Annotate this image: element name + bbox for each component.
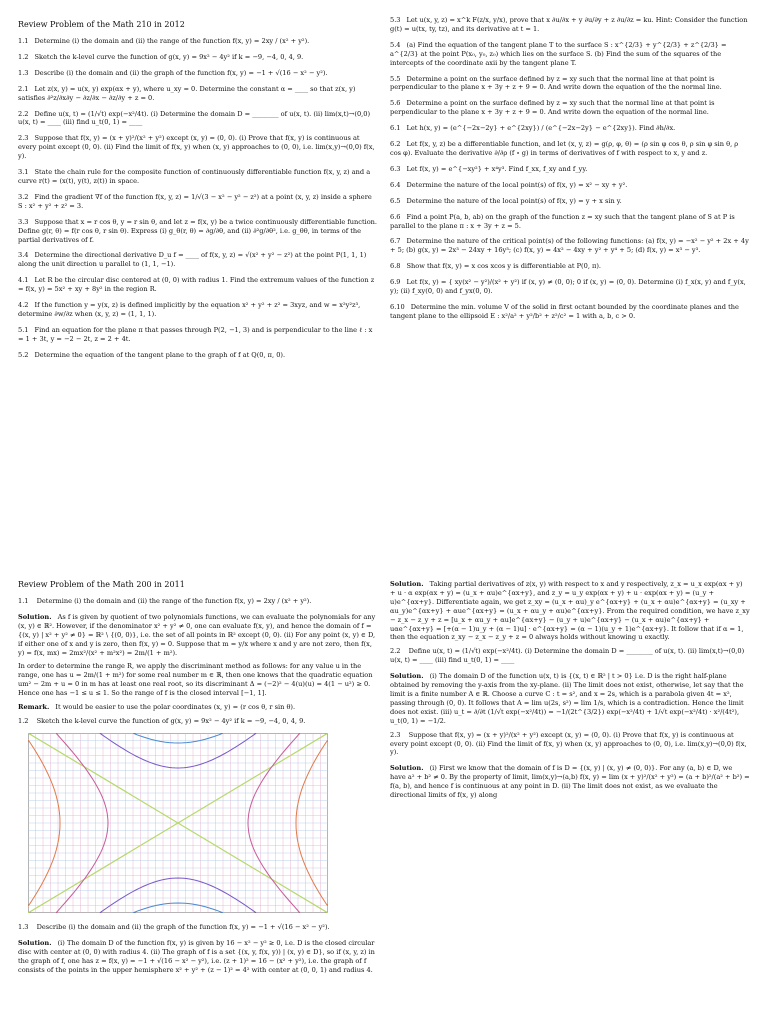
problem-number: 1.2 <box>18 716 29 725</box>
problem-item <box>390 165 750 174</box>
problem-text: Describe (i) the domain and (ii) the graph of the function f(x, y) = −1 + √(16 − x² − y²). <box>36 922 330 931</box>
review-2012-right-problems <box>390 16 750 321</box>
problem-number: 5.5 <box>390 74 401 83</box>
problem-item <box>18 168 378 186</box>
problem-item <box>390 140 750 158</box>
problem-number: 1.3 <box>18 68 29 77</box>
remark <box>18 703 378 712</box>
problem-item <box>18 218 378 245</box>
level-curve-graph <box>28 733 328 913</box>
problem-text: Find a point P(a, b, ab) on the graph of the function z = xy such that the tangent plane of S at P is parallel to the plane π : x + 3y + z = 5. <box>390 212 735 230</box>
problem-item <box>18 251 378 269</box>
problem-item <box>18 301 378 319</box>
problem-item <box>390 197 750 206</box>
problem-number: 2.2 <box>18 109 29 118</box>
problem-number: 1.2 <box>18 52 29 61</box>
problem-number: 3.3 <box>18 217 29 226</box>
problem-text: Determine a point on the surface defined by z = xy such that the normal line at that point is perpendicular to the plane x + 3y + z + 9 = 0. And write down the equation of the the normal line. <box>390 74 722 92</box>
review-2011-right-column <box>390 560 750 1024</box>
review-2011-left-column <box>18 560 378 1024</box>
remark-text: It would be easier to use the polar coordinates (x, y) = (r cos θ, r sin θ). <box>55 703 296 712</box>
problem-text: Sketch the k-level curve the function of g(x, y) = 9x² − 4y² if k = −9, −4, 0, 4, 9. <box>36 716 306 725</box>
problem-text: Determine (i) the domain and (ii) the range of the function f(x, y) = 2xy / (x² + y²). <box>36 597 312 605</box>
problem-item <box>390 237 750 255</box>
solution-label: Solution. <box>18 612 52 621</box>
problem-item <box>390 262 750 271</box>
problem-number: 5.4 <box>390 40 401 49</box>
solution-text: Taking partial derivatives of z(x, y) with respect to x and y respectively, z_x = u_x exp(αx + y) + u · α exp(αx + y) = (u_x + αu)e^{αx+y}, and z_y = u_y exp(αx + y) + u · exp(αx + y) = (u_y + u)e^{αx+y}. Differentiate again, we get z_xy = (u_x + αu)_y e^{αx+y} + (u_x + αu)e^{αx+y} = (u_xy + αu_y)e^{αx+y} + αue^{αx+y} = (u_x + αu_y + αu)e^{αx+y}. From the required condition, we have z_xy − z_x − z_y + z = [u_x + αu_y + αu]e^{αx+y} − (u_y + u)e^{αx+y} − (u_x + αu)e^{αx+y} + uαe^{αx+y} = [+(α − 1)u_y + (α − 1)u] · e^{αx+y} = (α − 1)(u_y + 1)e^{αx+y}. It follow that if α = 1, then the equation z_xy − z_x − z_y + z = 0 always holds without knowing u exactly. <box>390 580 750 642</box>
problem-1-2 <box>18 717 378 726</box>
remark-label: Remark. <box>18 703 50 712</box>
problem-number: 3.4 <box>18 251 29 260</box>
problem-number: 3.2 <box>18 192 29 201</box>
problem-item <box>390 124 750 133</box>
problem-item <box>390 99 750 117</box>
solution-2-2 <box>390 672 750 725</box>
problem-1-3 <box>18 923 378 932</box>
problem-text: Determine the nature of the local point(s) of f(x, y) = x² − xy + y². <box>406 180 628 189</box>
problem-number: 1.1 <box>18 37 29 45</box>
problem-item <box>18 110 378 128</box>
review-2012-left-problems <box>18 37 378 360</box>
problem-number: 2.2 <box>390 647 401 656</box>
problem-text: If the function y = y(x, z) is defined implicitly by the equation x² + y² + z² = 3xyz, and w = x²y²z³, determine ∂w/∂z when (x, y, z) = (1, 1, 1). <box>18 301 361 318</box>
problem-number: 6.7 <box>390 237 401 246</box>
problem-number: 5.2 <box>18 350 29 359</box>
solution-text: In order to determine the range R, we apply the discriminant method as follows: for any value u in the range, one has u = 2m/(1 + m²) for some real number m ∈ ℝ, then one knows that the quadratic equation um² − 2m + u = 0 in m has at least one real root, so its discriminant Δ = (−2)² − 4(u)(u) = 4(1 − u²) ≥ 0. Hence one has −1 ≤ u ≤ 1. So the range of f is the closed interval [−1, 1]. <box>18 662 373 698</box>
problem-number: 2.3 <box>18 134 29 143</box>
problem-item <box>390 303 750 321</box>
problem-text: (a) Find the equation of the tangent plane T to the surface S : x^{2/3} + y^{2/3} + z^{2/3} = a^{2/3} at the point P(x₀, y₀, z₀) which lies on the surface S. (b) Find the sum of the squares of the intercepts of the coordinate axii by the tangent plane T. <box>390 40 727 67</box>
problem-number: 5.1 <box>18 325 29 334</box>
problem-2-3 <box>390 731 750 758</box>
problem-text: Let f(x, y, z) be a differentiable function, and let (x, y, z) = g(ρ, φ, θ) = (ρ sin φ cos θ, ρ sin φ sin θ, ρ cos φ). Evaluate the derivative ∂/∂ρ (f ∘ g) in terms of derivatives of f with respect to x, y and z. <box>390 140 739 157</box>
problem-text: Let f(x, y) = e^{−xy²} + x⁴y³. Find f_xx, f_xy and f_yy. <box>406 164 588 173</box>
problem-text: Suppose that x = r cos θ, y = r sin θ, and let z = f(x, y) be a twice continuously differentiable function. Define g(r, θ) = f(r cos θ, r sin θ). Express (i) g_θ(r, θ) = ∂g/∂θ, and (ii) ∂²g/∂θ², i.e. g_θθ, in terms of the partial derivatives of f. <box>18 217 378 244</box>
problem-text: Describe (i) the domain and (ii) the graph of the function f(x, y) = −1 + √(16 − x² − y²). <box>34 68 328 77</box>
problem-text: Determine the equation of the tangent plane to the graph of f at Q(0, π, 0). <box>34 350 286 359</box>
problem-text: Sketch the k-level curve the function of g(x, y) = 9x² − 4y² if k = −9, −4, 0, 4, 9. <box>34 52 304 61</box>
problem-number: 5.6 <box>390 99 401 108</box>
problem-item <box>18 69 378 78</box>
problem-number: 6.5 <box>390 196 401 205</box>
review-2011-sheet <box>0 560 768 1024</box>
problem-text: Let z(x, y) = u(x, y) exp(αx + y), where u_xy = 0. Determine the constant α = ____ so that z(x, y) satisfies ∂²z/∂x∂y − ∂z/∂x − ∂z/∂y + z = 0. <box>18 84 356 102</box>
problem-2-2 <box>390 647 750 665</box>
problem-item <box>18 351 378 360</box>
solution-label: Solution. <box>18 938 52 947</box>
problem-item <box>18 326 378 344</box>
problem-text: Let h(x, y) = (e^{−2x−2y} + e^{2xy}) / (e^{−2x−2y} − e^{2xy}). Find ∂h/∂x. <box>406 124 676 133</box>
review-2011-title: Review Problem of the Math 200 in 2011 <box>18 580 185 589</box>
solution-2-3 <box>390 764 750 800</box>
review-2012-left-column <box>18 0 378 545</box>
problem-number: 1.1 <box>18 597 29 605</box>
problem-number: 2.3 <box>390 730 401 739</box>
solution-2-1 <box>390 580 750 642</box>
problem-item <box>18 85 378 103</box>
solution-1-3 <box>18 939 378 975</box>
problem-item <box>18 37 378 46</box>
problem-text: Determine (i) the domain and (ii) the range of the function f(x, y) = 2xy / (x² + y²). <box>34 37 310 45</box>
problem-text: Let R be the circular disc centered at (0, 0) with radius 1. Find the extremum values of the function z = f(x, y) = 5x² + xy + 8y² in the region R. <box>18 276 375 294</box>
review-2012-right-column <box>390 0 750 545</box>
problem-text: Suppose that f(x, y) = (x + y)²/(x² + y²) except (x, y) = (0, 0). (i) Prove that f(x, y) is continuous at every point except (0, 0). (ii) Find the limit of f(x, y) when (x, y) approaches to (0, 0), i.e. lim(x,y)→(0,0) f(x, y). <box>390 730 747 757</box>
level-curve-sketch <box>28 733 378 917</box>
solution-text: (i) The domain D of the function f(x, y) is given by 16 − x² − y² ≥ 0, i.e. D is the closed circular disc with center at (0, 0) with radius 4. (ii) The graph of f is a set {(x, y, f(x, y)) | (x, y) ∈ D}, so if (x, y, z) in the graph of f, one has z = f(x, y) = −1 + √(16 − x² − y²), i.e. (z + 1)² = 16 − (x² + y²), i.e. the graph of f consists of the points in the upper hemisphere x² + y² + (z − 1)² = 4² with center at (0, 0, 1) and radius 4. <box>18 938 375 974</box>
solution-text: As f is given by quotient of two polynomials functions, we can evaluate the polynomials for any (x, y) ∈ ℝ². However, if the denominator x² + y² ≠ 0, one can evaluate f(x, y), and hence the domain of f = {(x, y) | x² + y² ≠ 0} = ℝ² \ {(0, 0)}, i.e. the set of all points in ℝ² except (0, 0). (ii) For any point (x, y) ∈ D, if either one of x and y is zero, then f(x, y) = 0. Suppose that m = y/x where x and y are not zero, then f(x, y) = f(x, mx) = 2mx²/(x² + m²x²) = 2m/(1 + m²). <box>18 612 376 657</box>
solution-1-1 <box>18 613 378 658</box>
problem-item <box>390 16 750 34</box>
problem-number: 6.10 <box>390 302 405 311</box>
problem-text: Find the gradient ∇f of the function f(x, y, z) = 1/√(3 − x² − y² − z²) at a point (x, y, z) inside a sphere S : x² + y² + z² = 3. <box>18 192 372 210</box>
problem-item <box>390 41 750 68</box>
problem-text: Find an equation for the plane π that passes through P(2, −1, 3) and is perpendicular to the line ℓ : x = 1 + 3t, y = −2 − 2t, z = 2 + 4t. <box>18 325 373 343</box>
problem-text: Determine a point on the surface defined by z = xy such that the normal line at that point is perpendicular to the plane x + 3y + z + 9 = 0. And write down the equation of the normal line. <box>390 99 715 117</box>
solution-text: (i) First we know that the domain of f is D = {(x, y) | (x, y) ≠ (0, 0)}. For any (a, b) ∈ D, we have a² + b² ≠ 0. By the property of limit, lim(x,y)→(a,b) f(x, y) = lim (x + y)²/(x² + y²) = (a + b)²/(a² + b²) = f(a, b), and hence f is continuous at any point in D. (ii) The limit does not exist, as we evaluate the directional limits of f(x, y) along <box>390 764 750 800</box>
problem-item <box>390 75 750 93</box>
problem-number: 6.9 <box>390 278 401 287</box>
problem-text: Determine the nature of the critical point(s) of the following functions: (a) f(x, y) = −x² − y² + 2x + 4y + 5; (b) g(x, y) = 2x³ − 24xy + 16y³; (c) f(x, y) = 4x² − 4xy + y² + y⁴ + 5; (d) f(x, y) = x³ − y³. <box>390 237 749 255</box>
problem-text: Define u(x, t) = (1/√t) exp(−x²/4t). (i) Determine the domain D = ________ of u(x, t). (ii) lim(x,t)→(0,0) u(x, t) = ____ (iii) find u_t(0, 1) = ____ <box>390 647 745 665</box>
solution-label: Solution. <box>390 672 424 681</box>
problem-text: State the chain rule for the composite function of continuously differentiable function f(x, y, z) and a curve r(t) = (x(t), y(t), z(t)) in space. <box>18 168 371 185</box>
problem-number: 1.3 <box>18 922 29 931</box>
problem-item <box>18 53 378 62</box>
problem-number: 4.1 <box>18 276 29 285</box>
problem-text: Let f(x, y) = { xy(x² − y²)/(x² + y²) if (x, y) ≠ (0, 0); 0 if (x, y) = (0, 0). Determine (i) f_x(x, y) and f_y(x, y); (ii) f_xy(0, 0) and f_yx(0, 0). <box>390 278 746 296</box>
problem-number: 6.1 <box>390 124 401 133</box>
problem-item <box>18 276 378 294</box>
solution-label: Solution. <box>390 764 424 773</box>
problem-text: Determine the nature of the local point(s) of f(x, y) = y + x sin y. <box>406 196 622 205</box>
solution-label: Solution. <box>390 580 424 588</box>
solution-text: (i) The domain D of the function u(x, t) is {(x, t) ∈ ℝ² | t > 0} i.e. D is the right half-plane obtained by removing the y-axis from the xy-plane. (ii) The limit does not exist, otherwise, let say that the limit is a finite number A ∈ ℝ. Choose a curve C : t = s², and x = 2s, which is a parabola given 4t = x², passing through (0, 0). It follows that A = lim u(2s, s²) = lim 1/s, which is a contradiction. Hence the limit does not exist. (iii) u_t = ∂/∂t (1/√t exp(−x²/4t)) = −1/(2t^{3/2}) exp(−x²/4t) + 1/√t exp(−x²/4t) · x²/(4t²), u_t(0, 1) = −1/2. <box>390 672 744 725</box>
problem-number: 4.2 <box>18 301 29 310</box>
problem-number: 5.3 <box>390 16 401 24</box>
problem-number: 6.6 <box>390 212 401 221</box>
problem-text: Define u(x, t) = (1/√t) exp(−x²/4t). (i) Determine the domain D = ________ of u(x, t). (ii) lim(x,t)→(0,0) u(x, t) = ____ (iii) find u_t(0, 1) = ____ <box>18 109 371 127</box>
problem-text: Let u(x, y, z) = x^k F(z/x, y/x), prove that x ∂u/∂x + y ∂u/∂y + z ∂u/∂z = ku. Hint: Consider the function g(t) = u(tx, ty, tz), and its derivative at t = 1. <box>390 16 748 33</box>
problem-number: 6.8 <box>390 262 401 271</box>
solution-1-1-range <box>18 662 378 698</box>
problem-text: Determine the directional derivative D_u f = ____ of f(x, y, z) = √(x² + y² − z²) at the point P(1, 1, 1) along the unit direction u parallel to (1, 1, −1). <box>18 251 367 269</box>
problem-item <box>390 213 750 231</box>
problem-number: 6.4 <box>390 180 401 189</box>
problem-number: 6.2 <box>390 140 401 149</box>
problem-text: Show that f(x, y) = x cos xcos y is differentiable at P(0, π). <box>406 262 602 271</box>
problem-text: Suppose that f(x, y) = (x + y)²/(x² + y²) except (x, y) = (0, 0). (i) Prove that f(x, y) is continuous at every point except (0, 0). (ii) Find the limit of f(x, y) when (x, y) approaches to (0, 0), i.e. lim(x,y)→(0,0) f(x, y). <box>18 134 375 161</box>
problem-number: 6.3 <box>390 164 401 173</box>
problem-item <box>390 278 750 296</box>
problem-number: 3.1 <box>18 168 29 177</box>
problem-number: 2.1 <box>18 84 29 93</box>
problem-item <box>390 181 750 190</box>
review-2012-title: Review Problem of the Math 210 in 2012 <box>18 20 185 29</box>
problem-item <box>18 193 378 211</box>
problem-1-1 <box>18 597 378 606</box>
problem-item <box>18 134 378 161</box>
problem-text: Determine the min. volume V of the solid in first octant bounded by the coordinate planes and the tangent plane to the ellipsoid E : x²/a² + y²/b² + z²/c² = 1 with a, b, c > 0. <box>390 302 739 320</box>
